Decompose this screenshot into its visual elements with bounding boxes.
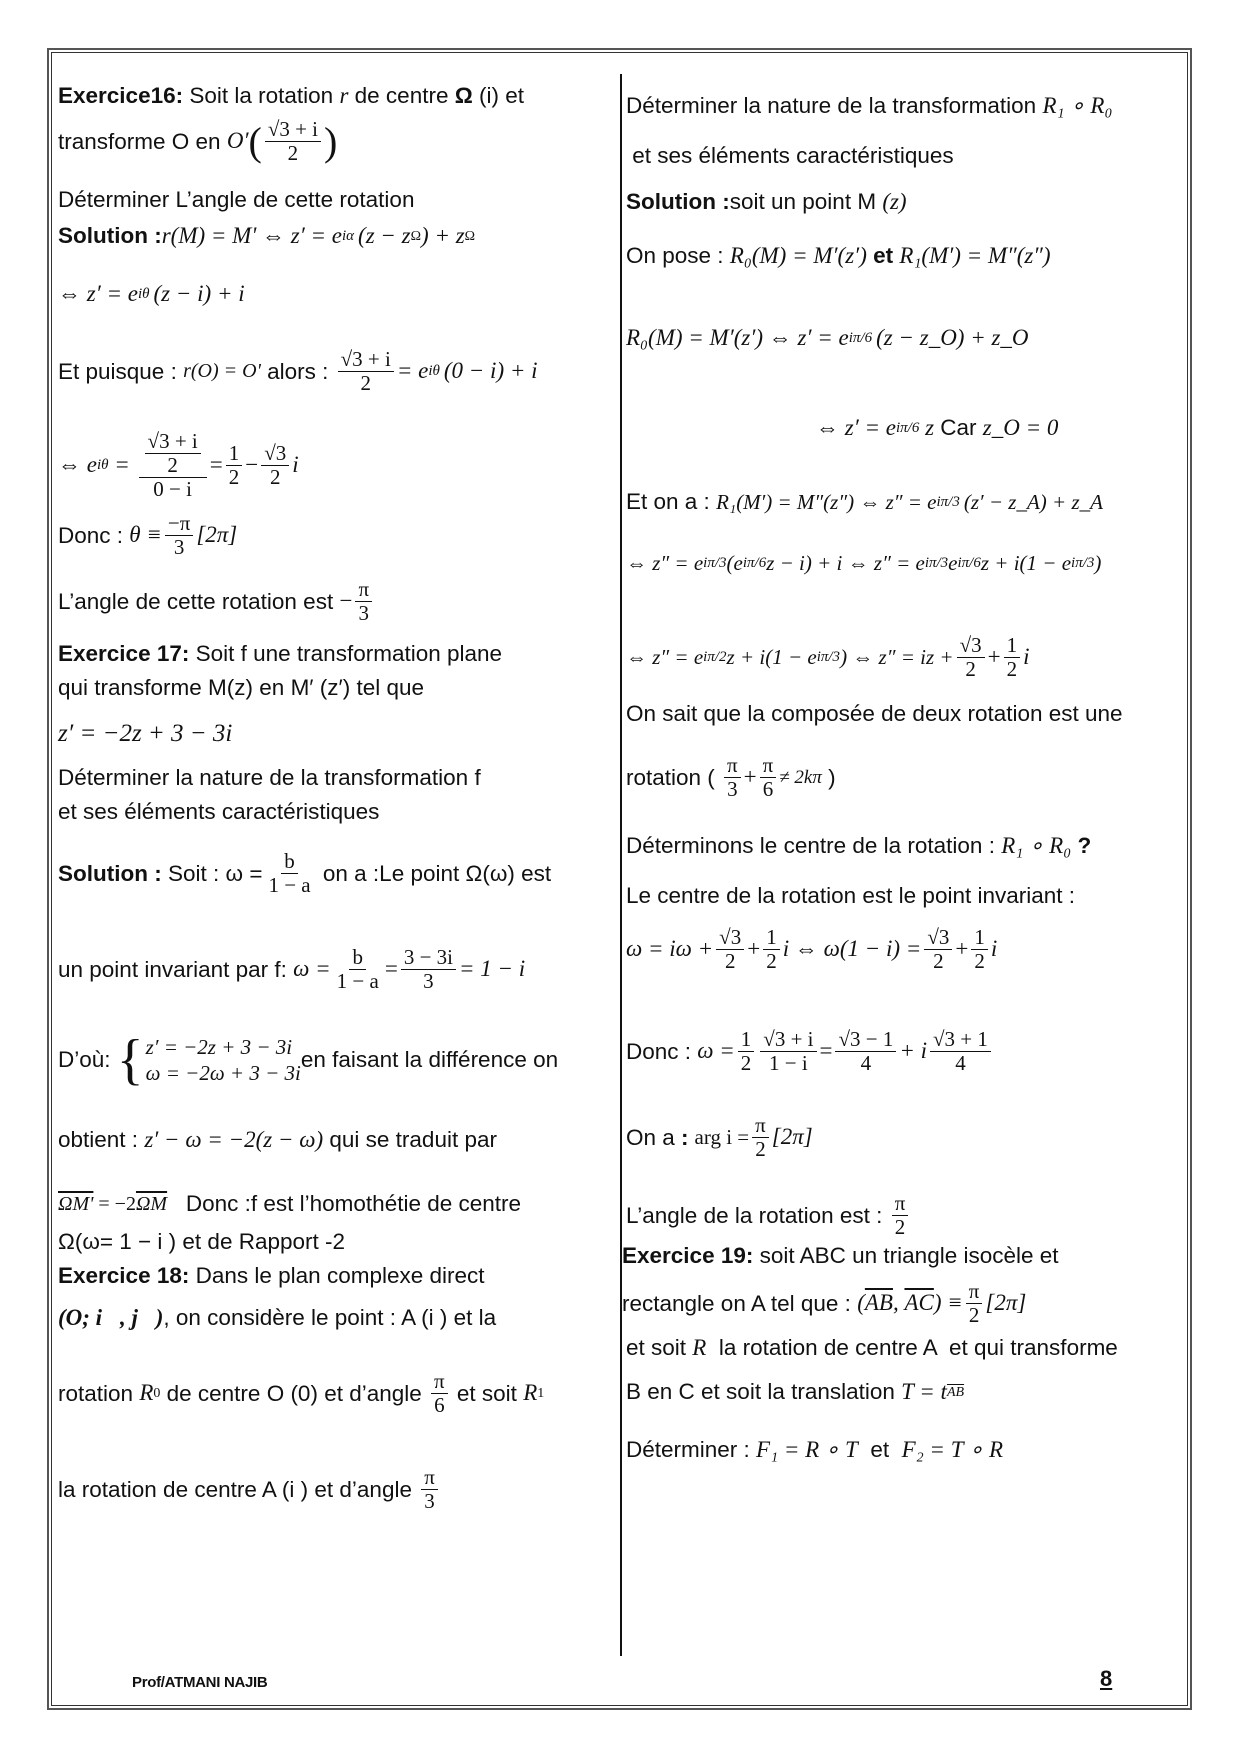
denominator: 2 bbox=[968, 1303, 980, 1328]
ex18-eton-a bbox=[626, 488, 1103, 516]
ex16-eq2 bbox=[58, 280, 245, 309]
fraction bbox=[1004, 634, 1021, 681]
ex19-question bbox=[626, 1436, 1003, 1465]
text: un point invariant par f: bbox=[58, 956, 294, 982]
math: R₁ ∘ R₀ bbox=[1042, 93, 1113, 118]
math-subscript: Ω bbox=[464, 228, 476, 244]
vector-OmegaM-prime: ΩM' bbox=[58, 1192, 94, 1215]
compound-fraction bbox=[139, 430, 207, 501]
ex17-vector bbox=[58, 1190, 521, 1218]
fraction bbox=[261, 442, 289, 489]
math-subscript: 1 bbox=[537, 1385, 545, 1401]
ex16-angle bbox=[58, 578, 375, 625]
text: Déterminer la nature de la transformation bbox=[626, 93, 1043, 119]
text: et bbox=[857, 1437, 902, 1463]
text: Donc :f est l’homothétie de centre bbox=[167, 1191, 522, 1216]
numerator: 1 bbox=[763, 926, 780, 950]
math: [2π] bbox=[196, 522, 238, 548]
numerator: 1 bbox=[226, 442, 243, 466]
math: ⇔ z′ = e bbox=[58, 281, 138, 306]
text: de centre O (0) et d’angle bbox=[160, 1380, 429, 1406]
numerator: π bbox=[966, 1280, 983, 1304]
fraction bbox=[431, 1370, 448, 1417]
equals: = bbox=[819, 1038, 833, 1064]
text: Le centre de la rotation est le point invariant : bbox=[626, 883, 1076, 908]
text: et ses éléments caractéristiques bbox=[58, 799, 380, 824]
ex18-statement-line2 bbox=[58, 1304, 496, 1333]
fraction bbox=[763, 926, 780, 973]
denominator: 3 bbox=[727, 777, 738, 802]
center-question bbox=[626, 832, 1091, 861]
numerator: π bbox=[892, 1192, 909, 1216]
math-frame: (O; i⃗, j⃗) bbox=[58, 1305, 164, 1330]
numerator: b bbox=[281, 850, 298, 874]
math: ⇔ z′ = e bbox=[816, 415, 896, 440]
text: Et puisque : bbox=[58, 358, 184, 384]
denominator: 2 bbox=[755, 1137, 766, 1162]
math: ⇔ z″ = e bbox=[626, 645, 704, 670]
text: Déterminer L’angle de cette rotation bbox=[58, 187, 415, 212]
numerator: π bbox=[355, 578, 372, 602]
denominator: 2 bbox=[974, 949, 985, 974]
denominator: 3 bbox=[173, 535, 185, 560]
math-exponent: iθ bbox=[137, 286, 150, 302]
vector-AC: $\overline{AC}$ bbox=[904, 1290, 934, 1316]
text: Déterminer : bbox=[626, 1437, 757, 1463]
math: (z − z bbox=[358, 223, 411, 248]
denominator: 2 bbox=[228, 465, 240, 490]
math: z′ = −2z + 3 − 3i bbox=[58, 720, 233, 747]
minus: − bbox=[339, 588, 353, 614]
math: ≠ 2kπ bbox=[779, 766, 822, 788]
denominator: 2 bbox=[167, 453, 178, 478]
math: T = t bbox=[901, 1379, 947, 1404]
ex16-eitheta: ⇔ e iθ = $\frac{\frac{√3 + i}{2}}{0 - i}$ = $\frac{1}{2}$ − $\frac{√3}{2}$ i bbox=[58, 429, 299, 502]
math: r(M) = M' ⇔ z′ = e bbox=[161, 223, 342, 248]
math: (z − i) + i bbox=[153, 281, 245, 306]
numerator: √3 − 1 bbox=[835, 1028, 896, 1052]
math: ⇔ e bbox=[58, 452, 97, 478]
ex19-statement-line4 bbox=[626, 1378, 964, 1407]
denominator: 2 bbox=[766, 949, 777, 974]
text: alors : bbox=[260, 358, 335, 384]
fraction bbox=[760, 754, 777, 801]
math: = −2 bbox=[93, 1192, 136, 1215]
text: On sait que la composée de deux rotation est une bbox=[626, 701, 1123, 726]
ex16-puisque bbox=[58, 348, 538, 395]
ex18-expand1 bbox=[626, 550, 1101, 576]
math: ) ⇔ z″ = iz + bbox=[840, 645, 954, 670]
text: B en C et soit la translation bbox=[626, 1379, 902, 1405]
text: transforme O en bbox=[58, 128, 227, 154]
ex17-question-line1 bbox=[58, 764, 481, 792]
vector-AB-subscript: $\overline{AB}$ bbox=[946, 1384, 965, 1400]
fraction bbox=[165, 512, 193, 559]
ex16-statement-line1 bbox=[58, 82, 524, 111]
numerator: 1 bbox=[738, 1028, 755, 1052]
denominator: 1 − i bbox=[769, 1051, 808, 1076]
math: ⇔ z″ = e bbox=[626, 551, 704, 575]
compo-line2 bbox=[626, 754, 836, 801]
math: = bbox=[108, 452, 136, 478]
numerator: √3 + i bbox=[265, 118, 321, 142]
math: R₀(M) = M′(z′) ⇔ z′ = e bbox=[626, 325, 849, 350]
math: [2π] bbox=[771, 1124, 813, 1150]
center-invariant bbox=[626, 882, 1075, 910]
math: (z′ − z_A) + z_A bbox=[963, 489, 1103, 514]
denominator: 2 bbox=[933, 949, 944, 974]
math: R bbox=[692, 1335, 707, 1360]
ex18-pose bbox=[626, 242, 1051, 271]
math: R bbox=[523, 1380, 538, 1406]
math: R bbox=[139, 1380, 154, 1406]
text: la rotation de centre A et qui transforme bbox=[706, 1335, 1118, 1361]
text: qui transforme M(z) en M′ (z′) tel que bbox=[58, 675, 425, 700]
numerator bbox=[139, 430, 207, 478]
numerator: 1 bbox=[1004, 634, 1021, 658]
math: θ ≡ bbox=[129, 522, 162, 548]
text: L’angle de cette rotation est bbox=[58, 588, 340, 614]
math-point: O′ bbox=[226, 128, 249, 154]
ex17-title: Exercice 17: bbox=[58, 641, 190, 666]
numerator: −π bbox=[165, 512, 193, 536]
fraction bbox=[966, 1280, 983, 1327]
ex19-statement-line2 bbox=[622, 1280, 1026, 1327]
math: r(O) = O' bbox=[183, 360, 261, 383]
denominator: 3 bbox=[358, 601, 369, 626]
text: Donc : bbox=[626, 1038, 698, 1064]
math: F₂ = T ∘ R bbox=[901, 1437, 1004, 1462]
fraction bbox=[338, 348, 394, 395]
ex16-statement-line2 bbox=[58, 118, 337, 165]
math: ( bbox=[857, 1290, 865, 1316]
math: R₁ ∘ R₀ bbox=[1001, 833, 1072, 858]
numerator: π bbox=[752, 1114, 769, 1138]
text: et soit bbox=[626, 1335, 693, 1361]
math-exponent: iπ/6 bbox=[742, 554, 767, 571]
ex17-question-line2 bbox=[58, 798, 379, 826]
fraction bbox=[226, 442, 243, 489]
math: ) bbox=[1094, 551, 1102, 575]
text: Et on a : bbox=[626, 489, 717, 514]
math-subscript: 0 bbox=[153, 1385, 161, 1401]
denominator: 2 bbox=[740, 1051, 752, 1076]
math-exponent: iπ/6 bbox=[957, 554, 981, 571]
ex17-invariant: un point invariant par f: ω = $\frac{b}{1 - a}$ = $\frac{3 - 3i}{3}$ = 1 − i bbox=[58, 945, 526, 994]
text: Déterminons le centre de la rotation : bbox=[626, 833, 1002, 859]
math-exponent: iπ/6 bbox=[895, 420, 920, 436]
fraction bbox=[835, 1028, 896, 1075]
math: z′ = −2z + 3 − 3i bbox=[145, 1035, 293, 1059]
fraction bbox=[265, 118, 321, 165]
math-i: i bbox=[990, 936, 998, 962]
text: soit ABC un triangle isocèle et bbox=[753, 1243, 1059, 1268]
numerator: √3 + i bbox=[338, 348, 394, 372]
arg-line bbox=[626, 1114, 813, 1161]
math: R₁(M′) = M″(z″) bbox=[899, 243, 1051, 268]
denominator: 2 bbox=[724, 949, 736, 974]
math: z′ − ω = −2(z − ω) bbox=[144, 1127, 324, 1152]
math: ) + z bbox=[421, 223, 465, 248]
text: qui se traduit par bbox=[323, 1127, 497, 1153]
numerator: π bbox=[760, 754, 777, 778]
paren-open: ( bbox=[248, 118, 262, 164]
math-exponent: iθ bbox=[96, 457, 109, 474]
text: Ω(ω= 1 − i ) et de Rapport -2 bbox=[58, 1229, 346, 1254]
text: (i) et bbox=[472, 83, 525, 109]
text: Car bbox=[934, 415, 983, 441]
text: de centre bbox=[348, 83, 455, 109]
text: et bbox=[866, 243, 900, 269]
math: i ⇔ ω(1 − i) = bbox=[782, 936, 922, 962]
fraction bbox=[971, 926, 988, 973]
math: = 1 − i bbox=[459, 956, 526, 982]
math: ω = bbox=[697, 1038, 735, 1064]
numerator: √3 + i bbox=[145, 430, 201, 454]
angle-line bbox=[626, 1192, 911, 1239]
text: obtient : bbox=[58, 1127, 145, 1153]
solution-label: Solution : bbox=[58, 860, 162, 886]
ex19-statement-line1 bbox=[622, 1242, 1059, 1270]
omega-donc bbox=[626, 1028, 994, 1075]
numerator: √3 bbox=[924, 926, 952, 950]
denominator: 2 bbox=[269, 465, 281, 490]
numerator: 3 − 3i bbox=[401, 946, 456, 970]
ex17-formula bbox=[58, 718, 232, 749]
math: , bbox=[892, 1290, 905, 1316]
numerator: √3 + i bbox=[760, 1028, 816, 1052]
numerator: √3 + 1 bbox=[930, 1028, 991, 1052]
ex16-solution bbox=[58, 222, 475, 251]
fraction bbox=[924, 926, 952, 973]
text: et soit bbox=[450, 1380, 524, 1406]
fraction bbox=[930, 1028, 991, 1075]
math-i: i bbox=[292, 452, 299, 478]
text: en faisant la différence on bbox=[300, 1047, 559, 1073]
ex16-donc bbox=[58, 512, 237, 559]
text: rectangle on A tel que : bbox=[622, 1290, 858, 1316]
omega-symbol: Ω bbox=[454, 83, 473, 109]
fraction bbox=[421, 1466, 438, 1513]
math-exponent: iπ/6 bbox=[848, 330, 873, 346]
math: z + i(1 − e bbox=[726, 645, 817, 670]
numerator: √3 bbox=[261, 442, 289, 466]
math: R₀(M) = M′(z′) bbox=[729, 243, 867, 268]
math: R₁(M′) = M″(z″) ⇔ z″ = e bbox=[716, 489, 937, 514]
ex17-center bbox=[58, 1228, 345, 1256]
ex17-system bbox=[58, 1028, 559, 1091]
math: (z) bbox=[882, 189, 907, 214]
ex16-question bbox=[58, 186, 414, 214]
text: Soit f une transformation plane bbox=[189, 641, 503, 666]
fraction bbox=[355, 578, 372, 625]
plus: + bbox=[743, 764, 757, 790]
solution-label: Solution : bbox=[626, 189, 730, 215]
vector-AB: $\overline{AB}$ bbox=[864, 1290, 893, 1316]
math-exponent: iπ/3 bbox=[1071, 554, 1095, 571]
math: (0 − i) + i bbox=[443, 358, 538, 384]
math: ω = iω + bbox=[626, 936, 714, 962]
text: la rotation de centre A (i ) et d’angle bbox=[58, 1476, 419, 1502]
ex19-statement-line3 bbox=[626, 1334, 1118, 1363]
math: ω = −2ω + 3 − 3i bbox=[145, 1061, 301, 1086]
denominator: 2 bbox=[360, 371, 371, 396]
numerator: π bbox=[724, 754, 741, 778]
math-exponent: iπ/3 bbox=[703, 554, 727, 571]
fraction bbox=[265, 850, 313, 897]
math: arg i = bbox=[694, 1125, 750, 1150]
denominator: 1 − a bbox=[336, 969, 379, 994]
ex17-statement-line1 bbox=[58, 640, 502, 668]
text: D’où: bbox=[58, 1047, 117, 1073]
fraction bbox=[334, 946, 382, 993]
text: et ses éléments caractéristiques bbox=[626, 143, 954, 168]
math-i: i bbox=[1023, 644, 1030, 670]
text: On a bbox=[626, 1124, 682, 1150]
ex19-title: Exercice 19: bbox=[622, 1243, 754, 1268]
math-exponent: iπ/2 bbox=[703, 649, 727, 666]
denominator: 1 − a bbox=[268, 873, 311, 898]
plus: + bbox=[987, 644, 1001, 670]
fraction bbox=[716, 926, 744, 973]
math-exponent: iπ/3 bbox=[924, 554, 949, 571]
solution-label: Solution : bbox=[58, 223, 162, 249]
denominator: 2 bbox=[965, 657, 976, 682]
math: ) ≡ bbox=[933, 1290, 963, 1316]
ex18-title: Exercice 18: bbox=[58, 1263, 190, 1288]
plus: + bbox=[747, 936, 761, 962]
text: on a :Le point Ω(ω) est bbox=[316, 860, 552, 886]
ex17-statement-line2 bbox=[58, 674, 424, 702]
text: , on considère le point : A (i ) et la bbox=[163, 1305, 497, 1331]
ex18-car bbox=[816, 414, 1058, 443]
numerator: b bbox=[349, 946, 366, 970]
math-exponent: iθ bbox=[428, 363, 440, 380]
fraction bbox=[752, 1114, 769, 1161]
text: ? bbox=[1071, 833, 1092, 859]
math: z + i(1 − e bbox=[980, 551, 1072, 575]
fraction bbox=[401, 946, 456, 993]
ex18-statement-line1 bbox=[58, 1262, 485, 1290]
fraction bbox=[724, 754, 741, 801]
ex16-title: Exercice16: bbox=[58, 83, 184, 109]
math: + i bbox=[899, 1038, 928, 1064]
denominator: 2 bbox=[1006, 657, 1018, 682]
text: Donc : bbox=[58, 522, 130, 548]
text: rotation ( bbox=[626, 764, 722, 790]
math: = e bbox=[396, 358, 429, 384]
ex17-solution bbox=[58, 850, 551, 897]
numerator: √3 bbox=[716, 926, 744, 950]
compo-line1 bbox=[626, 700, 1123, 728]
numerator: √3 bbox=[957, 634, 985, 658]
ex18-statement-line3 bbox=[58, 1370, 544, 1417]
vector-OmegaM: $\overline{\Omega M}$ bbox=[135, 1192, 168, 1215]
math-exponent: iπ/3 bbox=[816, 649, 841, 666]
ex17-obtient bbox=[58, 1126, 497, 1155]
ex18-question-line2 bbox=[626, 142, 954, 170]
math-subscript: Ω bbox=[410, 228, 422, 244]
fraction bbox=[760, 1028, 816, 1075]
ex18-question-line1 bbox=[626, 92, 1112, 121]
brace-open: { bbox=[116, 1028, 144, 1091]
text: ) bbox=[821, 764, 836, 790]
numerator: π bbox=[431, 1370, 448, 1394]
ex18-expand2 bbox=[626, 634, 1029, 681]
denominator: 3 bbox=[423, 969, 434, 994]
math: z − i) + i ⇔ z″ = e bbox=[766, 551, 925, 575]
minus: − bbox=[245, 452, 259, 478]
math: [2π] bbox=[985, 1290, 1027, 1316]
denominator: 2 bbox=[894, 1215, 906, 1240]
numerator: π bbox=[421, 1466, 438, 1490]
fraction bbox=[738, 1028, 755, 1075]
denominator: 2 bbox=[287, 141, 299, 166]
ex18-r0-eq bbox=[626, 324, 1029, 353]
math: ω = bbox=[293, 956, 331, 982]
math: F₁ = R ∘ T bbox=[756, 1437, 858, 1462]
page-number: 8 bbox=[1100, 1666, 1113, 1691]
text: Déterminer la nature de la transformation f bbox=[58, 765, 481, 790]
text: L’angle de la rotation est : bbox=[626, 1202, 889, 1228]
text: rotation bbox=[58, 1380, 140, 1406]
text: On pose : bbox=[626, 243, 730, 269]
denominator: 4 bbox=[955, 1051, 966, 1076]
system-equations bbox=[146, 1034, 301, 1087]
math: z bbox=[919, 415, 935, 440]
text: Soit : ω = bbox=[161, 860, 263, 886]
math-r: r bbox=[339, 83, 349, 108]
text: soit un point M bbox=[729, 189, 883, 215]
footer-author: Prof/ATMANI NAJIB bbox=[132, 1674, 268, 1691]
denominator: 6 bbox=[762, 777, 774, 802]
ex18-statement-line4 bbox=[58, 1466, 441, 1513]
paren-close: ) bbox=[324, 118, 338, 164]
column-divider bbox=[620, 74, 622, 1656]
math: z_O = 0 bbox=[982, 415, 1059, 440]
text: Soit la rotation bbox=[183, 83, 340, 109]
omega-eq bbox=[626, 926, 997, 973]
fraction bbox=[145, 430, 201, 477]
fraction bbox=[892, 1192, 909, 1239]
denominator: 6 bbox=[434, 1393, 445, 1418]
text: Dans le plan complexe direct bbox=[189, 1263, 485, 1288]
denominator: 0 − i bbox=[153, 477, 192, 502]
denominator: 4 bbox=[860, 1051, 872, 1076]
numerator: 1 bbox=[971, 926, 988, 950]
text: : bbox=[681, 1124, 689, 1150]
ex18-solution bbox=[626, 188, 907, 217]
math: e bbox=[948, 551, 958, 575]
math-exponent: iπ/3 bbox=[936, 493, 960, 510]
fraction bbox=[957, 634, 985, 681]
math: (z − z_O) + z_O bbox=[876, 325, 1029, 350]
plus: + bbox=[955, 936, 969, 962]
math-exponent: iα bbox=[341, 228, 355, 244]
math: (e bbox=[726, 551, 743, 575]
denominator: 3 bbox=[424, 1489, 435, 1514]
